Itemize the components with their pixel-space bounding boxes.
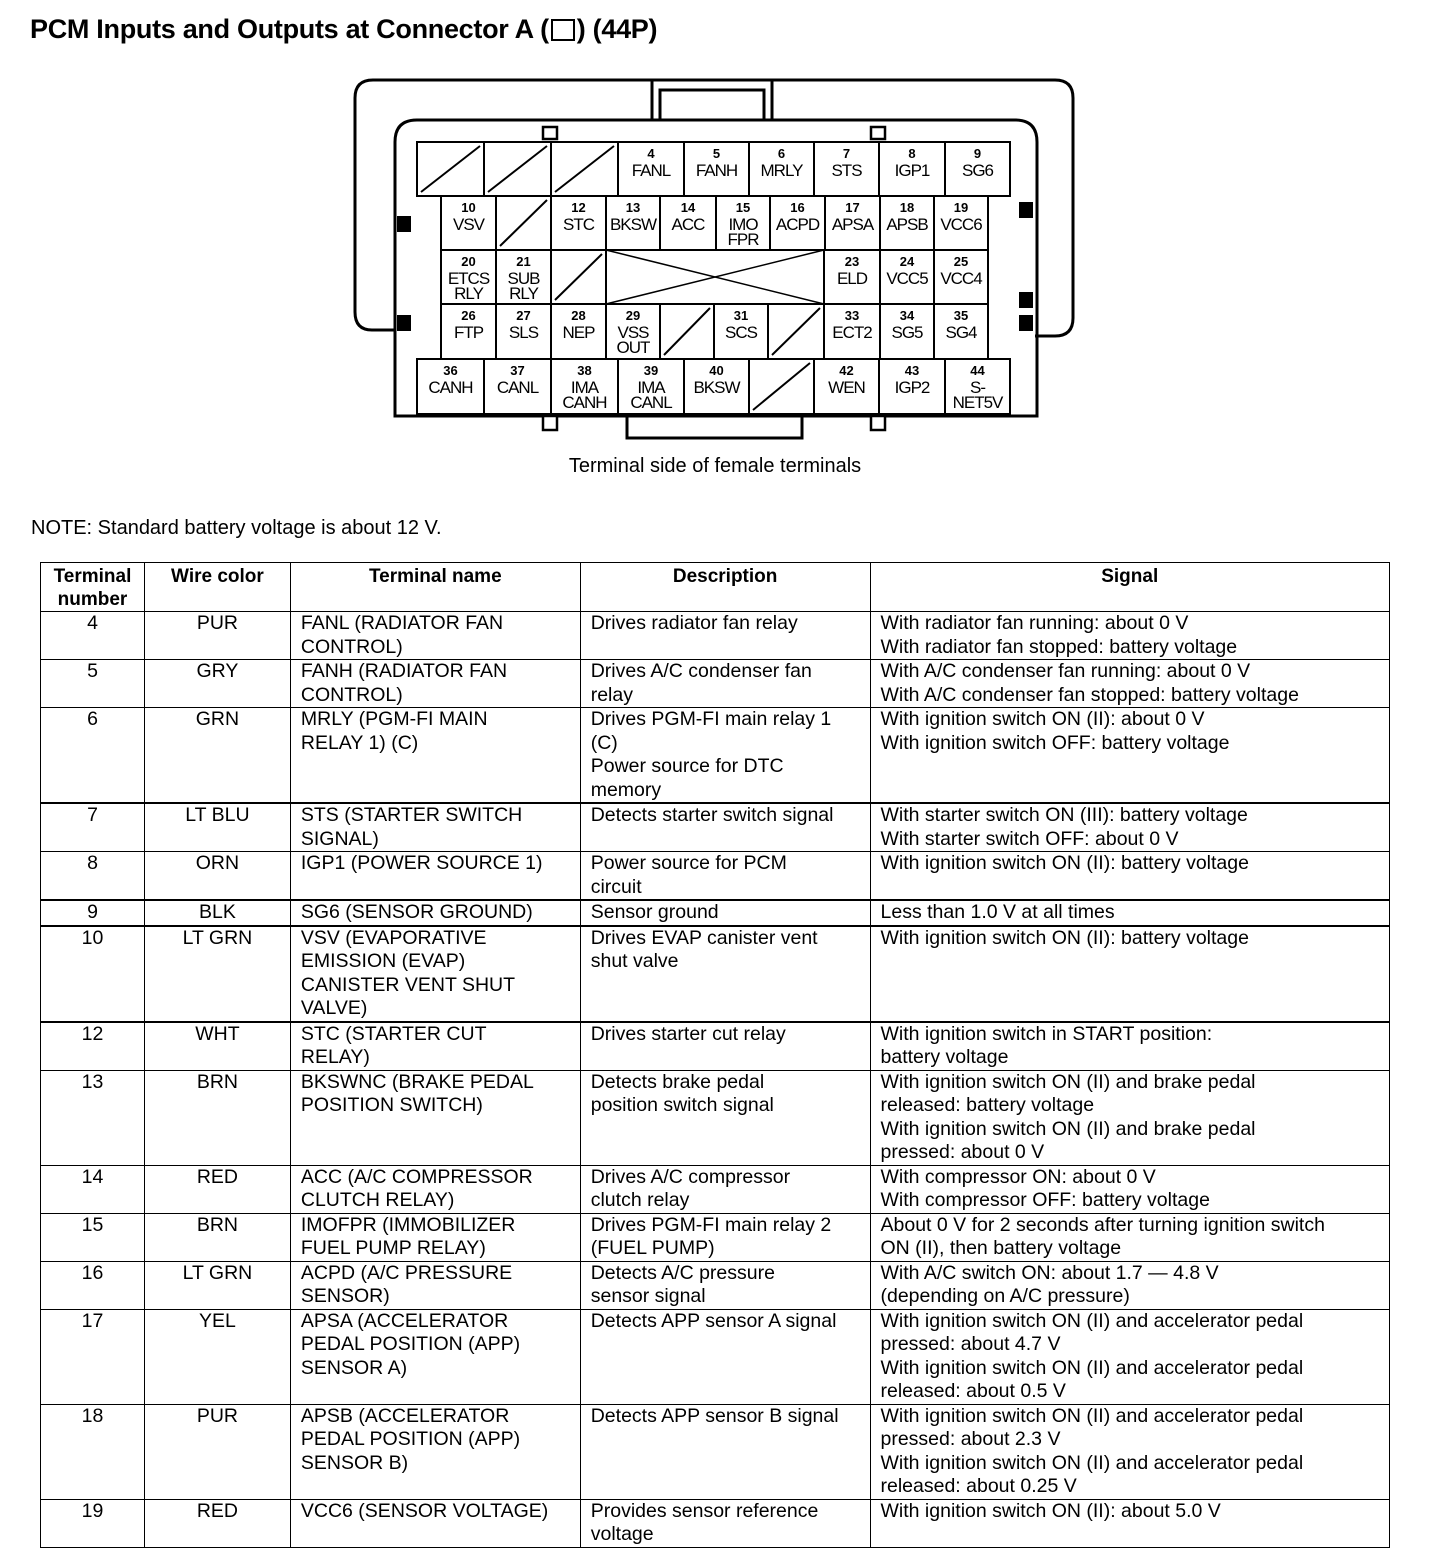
pin-number: 36 [443, 363, 458, 378]
cell-terminal-number: 10 [41, 926, 145, 1022]
cell-wire-color: BLK [144, 900, 290, 926]
header-terminal-number: Terminal number [41, 563, 145, 612]
header-wire-color: Wire color [144, 563, 290, 612]
pin-number: 6 [777, 146, 786, 161]
pin-number: 13 [625, 200, 641, 215]
pin-number: 18 [899, 200, 915, 215]
connector-pin-43 [879, 359, 945, 414]
cell-terminal-number: 8 [41, 852, 145, 901]
connector-pin-42 [814, 359, 879, 414]
cell-description: Detects A/C pressure sensor signal [580, 1261, 870, 1309]
pin-name: FTP [453, 323, 484, 342]
cell-signal: With A/C switch ON: about 1.7 — 4.8 V (depending on A/C pressure) [870, 1261, 1390, 1309]
pin-number: 42 [839, 363, 854, 378]
cell-signal: With starter switch ON (III): battery voltage With starter switch OFF: about 0 V [870, 803, 1390, 852]
connector-pin-blank [749, 359, 814, 414]
cell-description: Provides sensor reference voltage [580, 1499, 870, 1547]
table-row [41, 1404, 1390, 1499]
pin-number: 9 [973, 146, 982, 161]
pin-name: BKSW [609, 215, 657, 234]
pin-name: ETCS [447, 269, 490, 288]
pin-name: IMA [570, 378, 599, 397]
connector-pin-26 [441, 304, 496, 359]
pin-name: WEN [828, 378, 865, 397]
connector-pin-21 [496, 250, 551, 304]
table-row [41, 1261, 1390, 1309]
connector-pin-33 [824, 304, 880, 359]
pin-number: 8 [908, 146, 916, 161]
cell-terminal-number: 19 [41, 1499, 145, 1547]
pin-name: ELD [836, 269, 868, 288]
cell-terminal-name: FANH (RADIATOR FAN CONTROL) [290, 660, 580, 708]
cell-terminal-name: SG6 (SENSOR GROUND) [290, 900, 580, 926]
connector-pin-13 [606, 196, 660, 250]
pin-name: RLY [454, 284, 483, 303]
cell-terminal-name: STC (STARTER CUT RELAY) [290, 1022, 580, 1071]
pin-name: S- [970, 378, 985, 397]
table-row [41, 1070, 1390, 1165]
connector-pin-37 [484, 359, 551, 414]
pin-name: SLS [508, 323, 539, 342]
cell-terminal-number: 6 [41, 708, 145, 804]
connector-pin-4 [618, 142, 684, 196]
battery-note: NOTE: Standard battery voltage is about 12 V. [31, 517, 442, 539]
cell-description: Drives PGM-FI main relay 2 (FUEL PUMP) [580, 1213, 870, 1261]
pin-name: SG4 [945, 323, 977, 342]
connector-pin-29 [606, 304, 660, 359]
pin-number: 39 [643, 363, 659, 378]
table-row [41, 1499, 1390, 1547]
pin-number: 20 [461, 254, 476, 269]
cell-wire-color: BRN [144, 1070, 290, 1165]
pin-number: 38 [577, 363, 592, 378]
pin-name: CANL [496, 378, 539, 397]
cell-terminal-name: APSA (ACCELERATOR PEDAL POSITION (APP) SENSOR A) [290, 1309, 580, 1404]
pin-name: VSV [452, 215, 485, 234]
pin-number: 40 [709, 363, 724, 378]
cell-wire-color: LT BLU [144, 803, 290, 852]
connector-pin-27 [496, 304, 551, 359]
cell-wire-color: PUR [144, 612, 290, 660]
cell-signal: With ignition switch ON (II): battery voltage [870, 926, 1390, 1022]
pin-name: RLY [509, 284, 538, 303]
connector-pin-12 [551, 196, 606, 250]
cell-terminal-number: 4 [41, 612, 145, 660]
pin-name: IGP2 [894, 378, 930, 397]
cell-wire-color: YEL [144, 1309, 290, 1404]
cell-signal: With ignition switch ON (II): about 5.0 V [870, 1499, 1390, 1547]
pin-name: MRLY [760, 161, 803, 180]
pin-name: IGP1 [894, 161, 930, 180]
connector-pin-7 [814, 142, 879, 196]
cell-description: Drives A/C compressor clutch relay [580, 1165, 870, 1213]
connector-pin-blank [551, 142, 618, 196]
pin-number: 29 [625, 308, 641, 323]
connector-pin-blank [417, 142, 484, 196]
cell-terminal-name: STS (STARTER SWITCH SIGNAL) [290, 803, 580, 852]
pin-number: 19 [953, 200, 969, 215]
connector-pin-35 [934, 304, 988, 359]
cell-description: Sensor ground [580, 900, 870, 926]
pin-number: 21 [516, 254, 531, 269]
header-terminal-name: Terminal name [290, 563, 580, 612]
pin-name: VCC6 [940, 215, 982, 234]
pin-name: STC [563, 215, 594, 234]
table-header-row [41, 563, 1390, 612]
pin-name: APSB [886, 215, 928, 234]
cell-terminal-number: 15 [41, 1213, 145, 1261]
cell-signal: With compressor ON: about 0 V With compressor OFF: battery voltage [870, 1165, 1390, 1213]
table-row [41, 926, 1390, 1022]
cell-description: Detects starter switch signal [580, 803, 870, 852]
cell-wire-color: LT GRN [144, 1261, 290, 1309]
connector-pin-blank [768, 304, 824, 359]
cell-terminal-number: 5 [41, 660, 145, 708]
pin-number: 14 [680, 200, 696, 215]
connector-pin-15 [716, 196, 770, 250]
pin-name: FPR [727, 230, 759, 249]
table-row [41, 900, 1390, 926]
pin-number: 31 [733, 308, 749, 323]
page-title-suffix: ) (44P) [576, 14, 658, 44]
cell-terminal-number: 17 [41, 1309, 145, 1404]
pin-number: 15 [735, 200, 751, 215]
cell-terminal-name: BKSWNC (BRAKE PEDAL POSITION SWITCH) [290, 1070, 580, 1165]
connector-pin-17 [825, 196, 880, 250]
cell-wire-color: PUR [144, 1404, 290, 1499]
table-row [41, 1165, 1390, 1213]
pin-number: 44 [970, 363, 985, 378]
pin-number: 10 [461, 200, 476, 215]
pin-name: ECT2 [832, 323, 872, 342]
connector-pin-blank [484, 142, 551, 196]
connector-pin-24 [880, 250, 934, 304]
pin-number: 26 [461, 308, 476, 323]
page-title-prefix: PCM Inputs and Outputs at Connector A ( [30, 14, 549, 44]
cell-signal: With radiator fan running: about 0 V With radiator fan stopped: battery voltage [870, 612, 1390, 660]
cell-signal: With A/C condenser fan running: about 0 V With A/C condenser fan stopped: battery voltage [870, 660, 1390, 708]
pin-name: ACC [671, 215, 705, 234]
pin-name: BKSW [693, 378, 740, 397]
connector-pin-28 [551, 304, 606, 359]
connector-pin-blank [496, 196, 551, 250]
pin-number: 34 [899, 308, 915, 323]
connector-pin-18 [880, 196, 934, 250]
cell-signal: Less than 1.0 V at all times [870, 900, 1390, 926]
connector-pin-38 [551, 359, 618, 414]
pin-name: FANH [695, 161, 738, 180]
connector-pin-23 [824, 250, 880, 304]
table-row [41, 612, 1390, 660]
connector-pin-6 [749, 142, 814, 196]
pin-number: 37 [510, 363, 525, 378]
connector-pin-9 [945, 142, 1010, 196]
table-row [41, 803, 1390, 852]
cell-terminal-number: 9 [41, 900, 145, 926]
pin-name: CANL [630, 393, 672, 412]
pin-name: OUT [616, 338, 650, 357]
cell-terminal-number: 7 [41, 803, 145, 852]
pin-name: SUB [507, 269, 540, 288]
pin-number: 43 [904, 363, 920, 378]
cell-signal: With ignition switch ON (II) and brake pedal released: battery voltage With ignition switch ON (II) and brake pedal pressed: about 0 V [870, 1070, 1390, 1165]
connector-pin-5 [684, 142, 749, 196]
pin-name: NET5V [952, 393, 1003, 412]
connector-pin-36 [417, 359, 484, 414]
pin-number: 4 [647, 146, 655, 161]
pin-name: APSA [831, 215, 874, 234]
cell-wire-color: ORN [144, 852, 290, 901]
cell-signal: About 0 V for 2 seconds after turning ignition switch ON (II), then battery voltage [870, 1213, 1390, 1261]
connector-cells [417, 142, 1010, 414]
cell-terminal-name: MRLY (PGM-FI MAIN RELAY 1) (C) [290, 708, 580, 804]
pin-number: 28 [571, 308, 586, 323]
connector-pin-20 [441, 250, 496, 304]
pin-number: 27 [516, 308, 531, 323]
cell-terminal-name: IMOFPR (IMMOBILIZER FUEL PUMP RELAY) [290, 1213, 580, 1261]
pin-name: ACPD [775, 215, 820, 234]
cell-signal: With ignition switch ON (II): about 0 V With ignition switch OFF: battery voltage [870, 708, 1390, 804]
connector-pin-39 [618, 359, 684, 414]
cell-wire-color: LT GRN [144, 926, 290, 1022]
pin-name: SCS [725, 323, 757, 342]
pin-name: STS [831, 161, 862, 180]
pin-number: 5 [712, 146, 721, 161]
pin-name: VCC4 [940, 269, 982, 288]
connector-pin-44 [945, 359, 1010, 414]
connector-caption: Terminal side of female terminals [568, 455, 862, 477]
table-row [41, 1213, 1390, 1261]
header-description: Description [580, 563, 870, 612]
connector-pin-8 [879, 142, 945, 196]
cell-terminal-number: 12 [41, 1022, 145, 1071]
cell-terminal-name: IGP1 (POWER SOURCE 1) [290, 852, 580, 901]
cell-description: Drives EVAP canister vent shut valve [580, 926, 870, 1022]
table-row [41, 660, 1390, 708]
cell-wire-color: BRN [144, 1213, 290, 1261]
pin-name: VCC5 [886, 269, 928, 288]
pin-number: 17 [845, 200, 860, 215]
pin-number: 23 [844, 254, 860, 269]
cell-terminal-number: 16 [41, 1261, 145, 1309]
connector-pin-40 [684, 359, 749, 414]
connector-pin-14 [660, 196, 716, 250]
pin-number: 7 [842, 146, 851, 161]
cell-wire-color: RED [144, 1165, 290, 1213]
connector-pin-34 [880, 304, 934, 359]
pin-number: 16 [790, 200, 805, 215]
pin-name: CANH [428, 378, 473, 397]
table-row [41, 1309, 1390, 1404]
cell-wire-color: GRY [144, 660, 290, 708]
cell-description: Detects APP sensor B signal [580, 1404, 870, 1499]
pin-name: SG6 [961, 161, 994, 180]
cell-terminal-name: ACPD (A/C PRESSURE SENSOR) [290, 1261, 580, 1309]
cell-terminal-number: 18 [41, 1404, 145, 1499]
connector-pin-19 [934, 196, 988, 250]
cell-terminal-number: 14 [41, 1165, 145, 1213]
terminal-table [40, 562, 1390, 1548]
table-row [41, 1022, 1390, 1071]
cell-description: Drives starter cut relay [580, 1022, 870, 1071]
cell-description: Detects APP sensor A signal [580, 1309, 870, 1404]
connector-pin-10 [441, 196, 496, 250]
pin-name: FANL [631, 161, 671, 180]
cell-description: Drives radiator fan relay [580, 612, 870, 660]
pin-name: NEP [562, 323, 595, 342]
cell-description: Power source for PCM circuit [580, 852, 870, 901]
pin-number: 25 [953, 254, 969, 269]
cell-terminal-name: APSB (ACCELERATOR PEDAL POSITION (APP) SENSOR B) [290, 1404, 580, 1499]
connector-pin-cross-blank [606, 250, 824, 304]
header-signal: Signal [870, 563, 1390, 612]
pin-number: 33 [844, 308, 860, 323]
pin-name: IMA [637, 378, 665, 397]
connector-pin-blank [551, 250, 606, 304]
pin-name: IMO [728, 215, 758, 234]
table-row [41, 852, 1390, 901]
pin-name: SG5 [891, 323, 923, 342]
connector-pin-16 [770, 196, 825, 250]
cell-terminal-name: FANL (RADIATOR FAN CONTROL) [290, 612, 580, 660]
cell-wire-color: GRN [144, 708, 290, 804]
cell-terminal-name: ACC (A/C COMPRESSOR CLUTCH RELAY) [290, 1165, 580, 1213]
pin-name: CANH [562, 393, 607, 412]
pin-number: 24 [899, 254, 915, 269]
connector-pin-31 [714, 304, 768, 359]
connector-pin-25 [934, 250, 988, 304]
cell-description: Drives A/C condenser fan relay [580, 660, 870, 708]
pin-number: 35 [953, 308, 969, 323]
cell-terminal-name: VSV (EVAPORATIVE EMISSION (EVAP) CANISTER VENT SHUT VALVE) [290, 926, 580, 1022]
pin-number: 12 [571, 200, 586, 215]
table-row [41, 708, 1390, 804]
pin-name: VSS [617, 323, 649, 342]
cell-signal: With ignition switch in START position: battery voltage [870, 1022, 1390, 1071]
cell-signal: With ignition switch ON (II) and accelerator pedal pressed: about 2.3 V With ignition switch ON (II) and accelerator pedal released: about 0.25 V [870, 1404, 1390, 1499]
cell-wire-color: WHT [144, 1022, 290, 1071]
cell-terminal-number: 13 [41, 1070, 145, 1165]
cell-terminal-name: VCC6 (SENSOR VOLTAGE) [290, 1499, 580, 1547]
connector-diagram [0, 0, 1440, 450]
cell-signal: With ignition switch ON (II) and accelerator pedal pressed: about 4.7 V With ignition switch ON (II) and accelerator pedal released: about 0.5 V [870, 1309, 1390, 1404]
cell-description: Drives PGM-FI main relay 1 (C) Power source for DTC memory [580, 708, 870, 804]
cell-wire-color: RED [144, 1499, 290, 1547]
cell-description: Detects brake pedal position switch signal [580, 1070, 870, 1165]
cell-signal: With ignition switch ON (II): battery voltage [870, 852, 1390, 901]
connector-pin-blank [660, 304, 714, 359]
